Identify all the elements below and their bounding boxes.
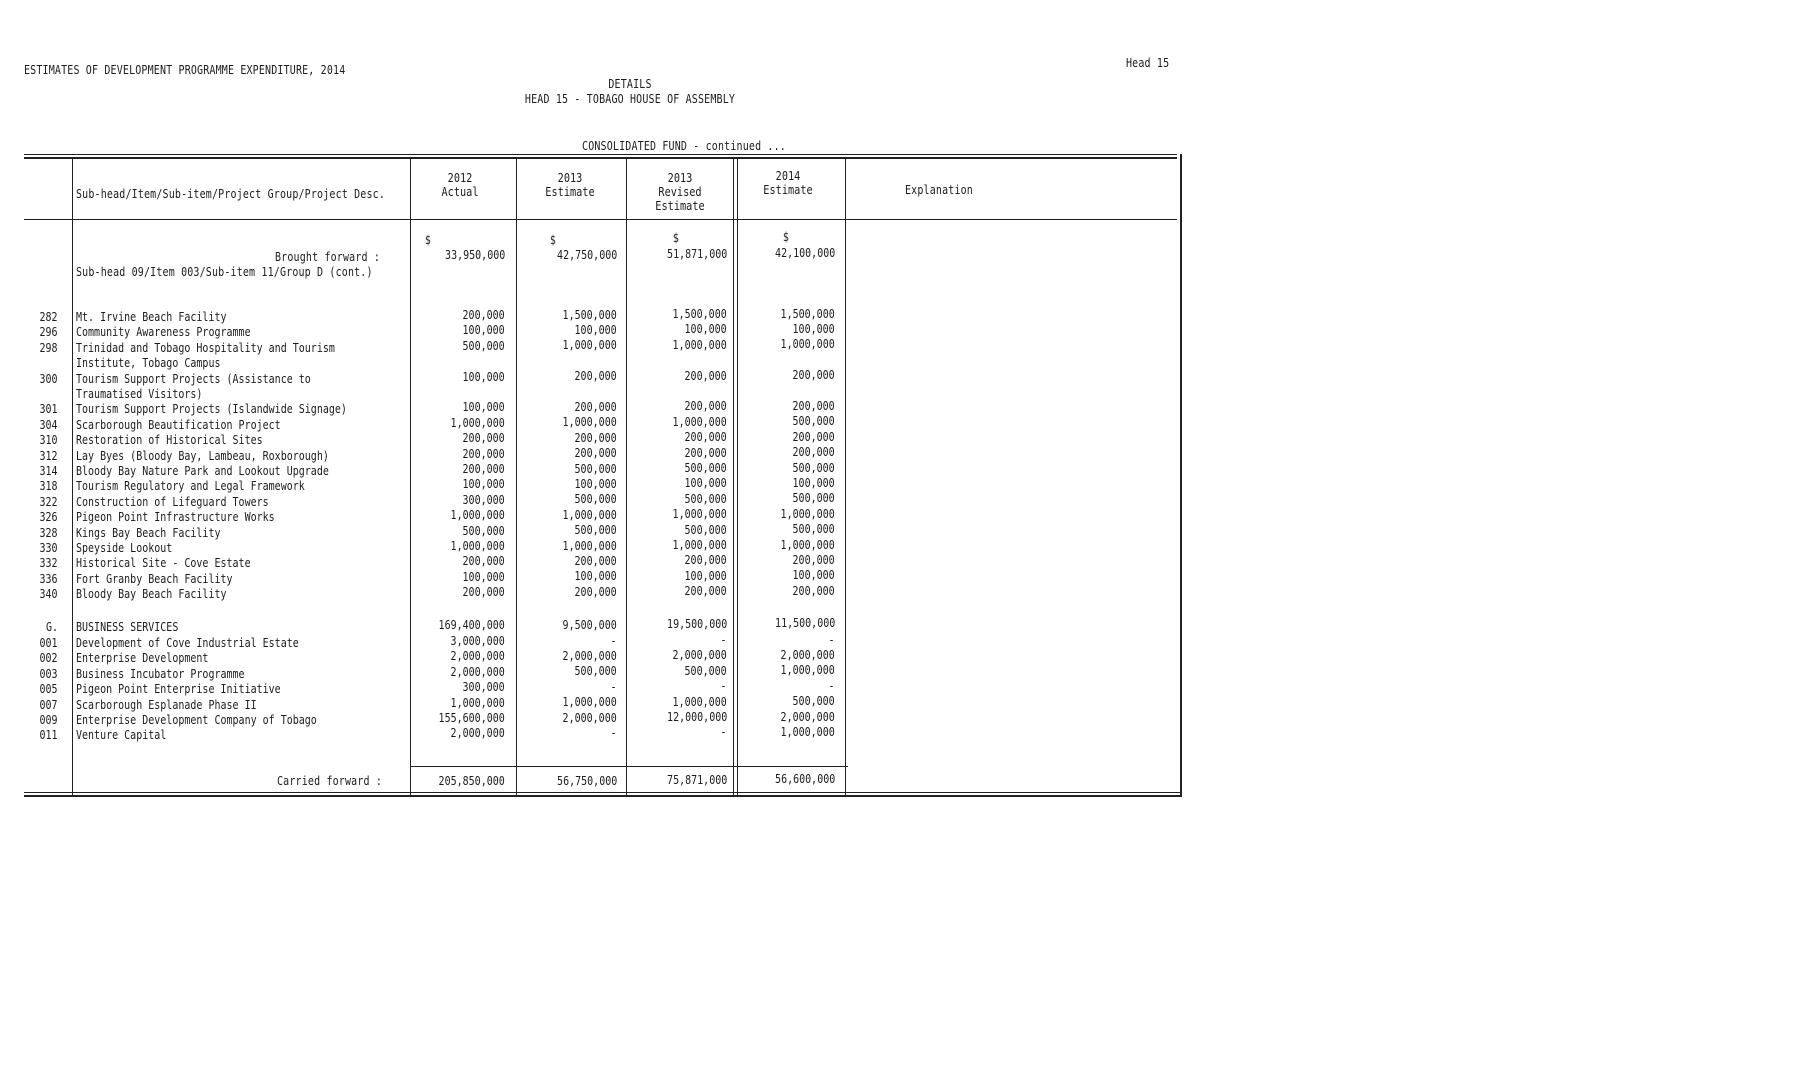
row-description: Fort Granby Beach Facility bbox=[76, 570, 233, 586]
row-value-2012: 100,000 bbox=[462, 322, 505, 338]
row-description: Lay Byes (Bloody Bay, Lambeau, Roxborough) bbox=[76, 447, 329, 463]
row-value-2013r: 200,000 bbox=[684, 429, 727, 445]
row-description: Tourism Support Projects (Islandwide Signage) bbox=[76, 401, 347, 417]
row-value-2013r: 200,000 bbox=[684, 583, 727, 599]
brought-forward-2014: 42,100,000 bbox=[774, 245, 835, 260]
row-value-2012: 1,000,000 bbox=[450, 414, 505, 430]
column-header-explanation: Explanation bbox=[905, 182, 973, 197]
row-value-2013r: 1,000,000 bbox=[672, 336, 727, 352]
row-value-2013e: 200,000 bbox=[574, 552, 617, 568]
row-value-2012: 200,000 bbox=[462, 461, 505, 476]
row-description: Scarborough Beautification Project bbox=[76, 416, 281, 432]
row-value-2014: - bbox=[828, 677, 835, 693]
row-value-2014: 500,000 bbox=[792, 413, 835, 429]
row-value-2012: 200,000 bbox=[462, 307, 505, 322]
row-value-2014: 2,000,000 bbox=[780, 646, 835, 662]
currency-symbol-2014: $ bbox=[782, 229, 790, 244]
row-value-2013r: 200,000 bbox=[684, 367, 727, 383]
row-value-2013e: 1,000,000 bbox=[562, 414, 617, 430]
row-value-2013r: 1,000,000 bbox=[672, 537, 727, 552]
row-description: Enterprise Development bbox=[76, 650, 209, 666]
row-value-2012: 2,000,000 bbox=[450, 725, 505, 741]
carried-forward-label: Carried forward : bbox=[277, 773, 383, 788]
row-value-2014: 1,000,000 bbox=[780, 723, 835, 739]
brought-forward-2013r: 51,871,000 bbox=[666, 246, 727, 261]
row-value-2013r: 200,000 bbox=[684, 552, 727, 568]
row-value-2014: 500,000 bbox=[792, 459, 835, 475]
currency-symbol-2013e: $ bbox=[549, 232, 557, 247]
row-code: 011 bbox=[39, 727, 58, 743]
row-value-2014: 200,000 bbox=[792, 367, 835, 383]
head-label: Head 15 bbox=[1126, 55, 1170, 70]
row-code: 310 bbox=[39, 432, 58, 448]
row-code: 330 bbox=[39, 540, 58, 555]
row-value-2014: 500,000 bbox=[792, 521, 835, 537]
row-value-2012: 500,000 bbox=[462, 522, 505, 538]
row-code: 296 bbox=[39, 324, 58, 340]
head-title: HEAD 15 - TOBAGO HOUSE OF ASSEMBLY bbox=[524, 91, 736, 106]
row-value-2013r: 500,000 bbox=[684, 662, 727, 678]
currency-symbol-2012: $ bbox=[424, 232, 432, 247]
row-value-2013e: 200,000 bbox=[574, 368, 617, 384]
row-value-2013r: - bbox=[720, 678, 727, 694]
group-g-title: BUSINESS SERVICES bbox=[76, 619, 179, 634]
row-value-2013e: - bbox=[610, 724, 617, 740]
brought-forward-label: Brought forward : bbox=[275, 249, 381, 264]
row-value-2013e: - bbox=[610, 632, 617, 648]
row-code: 304 bbox=[39, 416, 58, 432]
row-description: Speyside Lookout bbox=[76, 540, 173, 555]
row-code: 001 bbox=[39, 635, 58, 650]
row-value-2014: 200,000 bbox=[792, 444, 835, 460]
brought-forward-sublabel: Sub-head 09/Item 003/Sub-item 11/Group D (cont.) bbox=[76, 264, 373, 279]
row-description: Scarborough Esplanade Phase II bbox=[76, 696, 257, 712]
row-code: 322 bbox=[39, 493, 58, 509]
column-header-2013-estimate: 2013 Estimate bbox=[545, 170, 595, 199]
row-description: Restoration of Historical Sites bbox=[76, 432, 263, 448]
row-value-2014: 1,000,000 bbox=[780, 505, 835, 521]
group-g-total-2013e: 9,500,000 bbox=[562, 617, 617, 632]
row-value-2013e: 1,000,000 bbox=[562, 337, 617, 353]
brought-forward-2013e: 42,750,000 bbox=[556, 247, 617, 262]
row-value-2012: 200,000 bbox=[462, 584, 505, 600]
row-value-2012: 2,000,000 bbox=[450, 663, 505, 679]
row-description: Pigeon Point Enterprise Initiative bbox=[76, 681, 281, 697]
row-code: 340 bbox=[39, 586, 58, 602]
row-value-2014: 1,000,000 bbox=[780, 536, 835, 552]
row-value-2014: 200,000 bbox=[792, 551, 835, 567]
row-value-2012: 1,000,000 bbox=[450, 507, 505, 523]
row-description: Trinidad and Tobago Hospitality and Tourism Institute, Tobago Campus bbox=[76, 339, 335, 371]
group-g-code: G. bbox=[45, 619, 58, 634]
row-code: 298 bbox=[39, 339, 58, 355]
row-value-2013r: 2,000,000 bbox=[672, 647, 727, 663]
row-value-2012: 300,000 bbox=[462, 491, 505, 507]
row-description: Community Awareness Programme bbox=[76, 324, 251, 340]
column-header-2014-estimate: 2014 Estimate bbox=[763, 168, 813, 197]
row-value-2013e: 2,000,000 bbox=[562, 647, 617, 663]
row-value-2013r: 1,000,000 bbox=[672, 693, 727, 709]
row-value-2013r: 500,000 bbox=[684, 490, 727, 506]
group-g-total-2013r: 19,500,000 bbox=[666, 616, 727, 631]
row-value-2012: 2,000,000 bbox=[450, 648, 505, 664]
row-value-2013r: 1,000,000 bbox=[672, 506, 727, 522]
row-description: Venture Capital bbox=[76, 727, 167, 743]
column-header-description: Sub-head/Item/Sub-item/Project Group/Project Desc. bbox=[76, 186, 386, 201]
row-value-2013e: 200,000 bbox=[574, 429, 617, 445]
row-value-2013e: 1,500,000 bbox=[562, 306, 617, 322]
fund-label: CONSOLIDATED FUND - continued ... bbox=[582, 138, 786, 153]
row-value-2013r: - bbox=[720, 632, 727, 647]
column-header-2013-revised: 2013 Revised Estimate bbox=[655, 170, 705, 213]
carried-forward-2014: 56,600,000 bbox=[774, 771, 835, 786]
row-value-2014: 100,000 bbox=[792, 320, 835, 336]
row-value-2012: 1,000,000 bbox=[450, 538, 505, 553]
row-description: Construction of Lifeguard Towers bbox=[76, 493, 269, 509]
row-description: Kings Bay Beach Facility bbox=[76, 524, 221, 540]
brought-forward-2012: 33,950,000 bbox=[444, 247, 505, 262]
row-code: 328 bbox=[39, 524, 58, 540]
currency-symbol-2013r: $ bbox=[672, 230, 680, 245]
row-value-2013e: 2,000,000 bbox=[562, 709, 617, 725]
row-value-2013e: 100,000 bbox=[574, 321, 617, 337]
row-value-2014: - bbox=[828, 631, 835, 647]
row-value-2012: 200,000 bbox=[462, 445, 505, 461]
row-value-2013e: 100,000 bbox=[574, 568, 617, 584]
row-value-2013e: 200,000 bbox=[574, 583, 617, 599]
row-code: 009 bbox=[39, 712, 58, 727]
row-value-2013e: 500,000 bbox=[574, 491, 617, 507]
row-value-2014: 500,000 bbox=[792, 693, 835, 709]
row-value-2012: 3,000,000 bbox=[450, 633, 505, 648]
carried-forward-2012: 205,850,000 bbox=[438, 773, 505, 788]
row-value-2013r: 100,000 bbox=[684, 321, 727, 337]
row-value-2013r: 12,000,000 bbox=[666, 709, 727, 724]
row-description: Tourism Regulatory and Legal Framework bbox=[76, 478, 305, 494]
row-code: 002 bbox=[39, 650, 58, 666]
row-value-2012: 500,000 bbox=[462, 337, 505, 353]
row-value-2012: 100,000 bbox=[462, 476, 505, 492]
row-value-2013r: 500,000 bbox=[684, 521, 727, 537]
row-value-2013e: 500,000 bbox=[574, 663, 617, 679]
row-description: Development of Cove Industrial Estate bbox=[76, 635, 299, 650]
row-code: 301 bbox=[39, 401, 58, 417]
carried-forward-2013e: 56,750,000 bbox=[556, 773, 617, 788]
row-value-2013r: 1,000,000 bbox=[672, 413, 727, 429]
row-code: 282 bbox=[39, 309, 58, 324]
row-code: 326 bbox=[39, 509, 58, 525]
row-code: 314 bbox=[39, 463, 58, 478]
row-value-2014: 200,000 bbox=[792, 428, 835, 444]
row-value-2012: 300,000 bbox=[462, 679, 505, 695]
row-code: 318 bbox=[39, 478, 58, 494]
row-value-2013e: 1,000,000 bbox=[562, 537, 617, 553]
row-value-2014: 1,000,000 bbox=[780, 662, 835, 678]
row-value-2013e: 500,000 bbox=[574, 522, 617, 538]
row-value-2014: 1,000,000 bbox=[780, 336, 835, 352]
row-value-2012: 100,000 bbox=[462, 368, 505, 384]
row-value-2013r: 200,000 bbox=[684, 398, 727, 414]
row-code: 336 bbox=[39, 570, 58, 586]
row-value-2013r: 200,000 bbox=[684, 444, 727, 460]
row-value-2013e: 100,000 bbox=[574, 475, 617, 491]
carried-forward-2013r: 75,871,000 bbox=[666, 772, 727, 787]
row-value-2013r: - bbox=[720, 724, 727, 740]
row-value-2012: 200,000 bbox=[462, 553, 505, 569]
row-description: Historical Site - Cove Estate bbox=[76, 555, 251, 571]
row-value-2013e: 200,000 bbox=[574, 398, 617, 414]
row-value-2014: 2,000,000 bbox=[780, 708, 835, 724]
row-value-2013e: - bbox=[610, 678, 617, 694]
row-description: Mt. Irvine Beach Facility bbox=[76, 309, 227, 324]
row-value-2012: 1,000,000 bbox=[450, 694, 505, 710]
row-value-2014: 100,000 bbox=[792, 567, 835, 583]
row-description: Business Incubator Programme bbox=[76, 665, 245, 681]
row-value-2012: 200,000 bbox=[462, 430, 505, 446]
row-value-2014: 1,500,000 bbox=[780, 305, 835, 321]
row-value-2013r: 100,000 bbox=[684, 567, 727, 583]
column-header-2012-actual: 2012 Actual bbox=[441, 170, 479, 199]
row-value-2014: 100,000 bbox=[792, 474, 835, 490]
row-value-2013e: 1,000,000 bbox=[562, 506, 617, 522]
row-code: 332 bbox=[39, 555, 58, 571]
details-label: DETAILS bbox=[608, 76, 652, 91]
row-value-2013r: 500,000 bbox=[684, 460, 727, 475]
row-value-2013r: 1,500,000 bbox=[672, 306, 727, 321]
row-value-2014: 200,000 bbox=[792, 397, 835, 413]
row-code: 003 bbox=[39, 665, 58, 681]
row-value-2012: 100,000 bbox=[462, 399, 505, 415]
row-code: 007 bbox=[39, 696, 58, 712]
row-value-2012: 155,600,000 bbox=[438, 710, 505, 725]
row-value-2013e: 200,000 bbox=[574, 445, 617, 461]
row-description: Pigeon Point Infrastructure Works bbox=[76, 509, 275, 525]
document-title: ESTIMATES OF DEVELOPMENT PROGRAMME EXPENDITURE, 2014 bbox=[24, 62, 346, 77]
row-description: Bloody Bay Nature Park and Lookout Upgrade bbox=[76, 463, 329, 478]
group-g-total-2014: 11,500,000 bbox=[774, 615, 835, 630]
row-value-2014: 200,000 bbox=[792, 582, 835, 598]
row-code: 312 bbox=[39, 447, 58, 463]
row-value-2012: 100,000 bbox=[462, 568, 505, 584]
row-description: Tourism Support Projects (Assistance to Traumatised Visitors) bbox=[76, 370, 311, 401]
row-code: 300 bbox=[39, 370, 58, 386]
row-description: Bloody Bay Beach Facility bbox=[76, 586, 227, 602]
row-description: Enterprise Development Company of Tobago bbox=[76, 712, 317, 727]
row-value-2013e: 500,000 bbox=[574, 460, 617, 476]
row-value-2013r: 100,000 bbox=[684, 475, 727, 491]
row-value-2014: 500,000 bbox=[792, 490, 835, 506]
row-value-2013e: 1,000,000 bbox=[562, 694, 617, 710]
row-code: 005 bbox=[39, 681, 58, 697]
group-g-total-2012: 169,400,000 bbox=[438, 617, 505, 632]
